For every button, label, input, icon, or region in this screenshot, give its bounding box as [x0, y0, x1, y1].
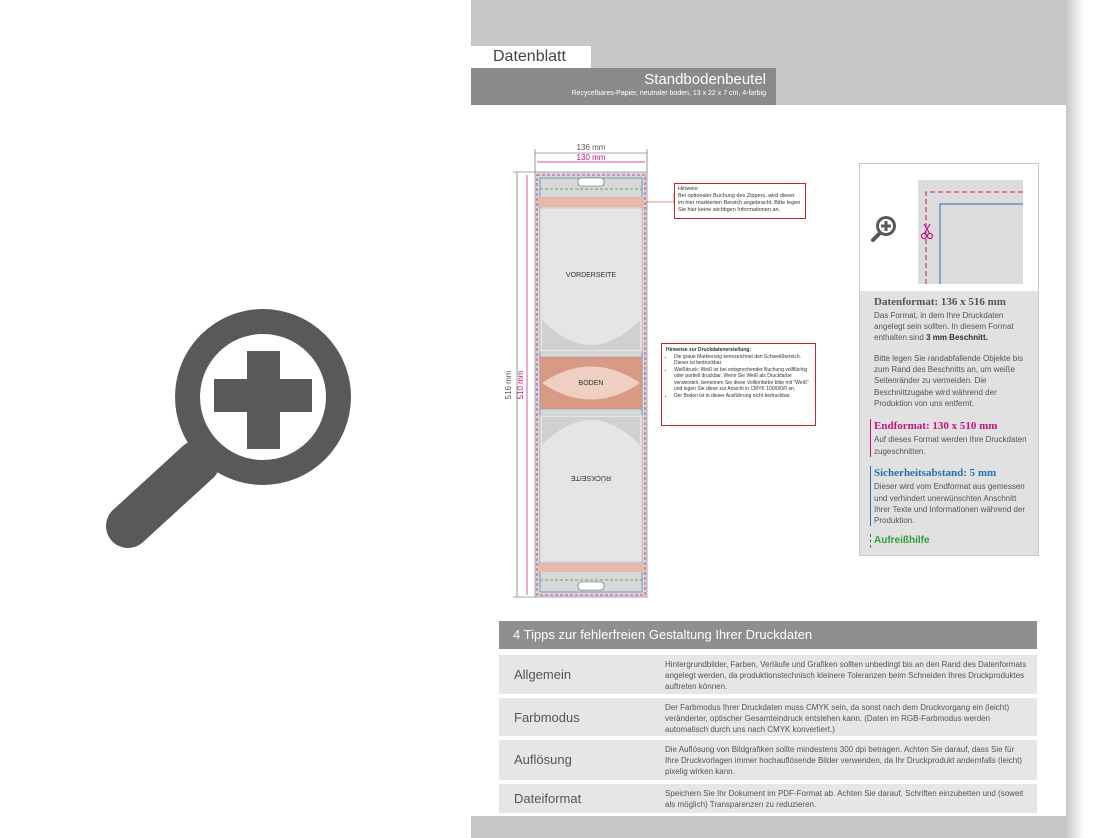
sicherheit-text: Dieser wird vom Endformat aus gemessen und verhindert unerwünschten Anschnitt Ihrer Texte und Informationen während der Produktion. [874, 482, 1026, 525]
sicherheit-block [870, 466, 1034, 526]
format-info-body [860, 291, 1038, 555]
format-info-panel [859, 163, 1039, 556]
height-inner-label: 510 mm [516, 370, 525, 400]
print-data-note-title: Hinweise zur Druckdatenerstellung: [666, 347, 752, 353]
corner-preview [860, 164, 1038, 291]
zipper-note [674, 183, 806, 219]
tip-label: Auflösung [514, 752, 572, 767]
height-outer-label: 516 mm [504, 370, 513, 400]
tip-label: Farbmodus [514, 710, 580, 725]
endformat-title: Endformat: 130 x 510 mm [874, 420, 998, 432]
width-inner-label: 130 mm [576, 153, 606, 162]
back-label: RÜCKSEITE [570, 474, 612, 481]
width-outer-label: 136 mm [576, 143, 606, 152]
tip-row [499, 740, 1037, 780]
tip-label: Dateiformat [514, 791, 582, 806]
zipper-note-text: Bei optionaler Buchung des Zippers, wird dieser im hier markierten Bereich angebracht. Bitte legen Sie hier keine wichtigen Informationen an. [678, 192, 801, 213]
datasheet-tag: Datenblatt [471, 46, 591, 68]
print-data-note-item: • Die graue Markierung kennzeichnet den Schweißbereich. Dieser ist bedruckbar. [674, 354, 811, 367]
datenformat-title: Datenformat: 136 x 516 mm [874, 296, 1006, 308]
front-label: VORDERSEITE [565, 272, 617, 279]
sicherheit-title: Sicherheitsabstand: 5 mm [874, 467, 997, 479]
footer-bar [471, 816, 1066, 838]
datasheet-page [471, 0, 1066, 838]
print-data-note-item: • Der Boden ist in dieser Ausführung nicht bedruckbar. [674, 393, 811, 400]
sheet-shadow [1066, 0, 1084, 838]
beschnitt-text: Bitte legen Sie randabfallende Objekte bis zum Rand des Beschnitts an, um weiße Seitenränder zu vermeiden. Die Beschnittzugabe wird während der Produktion von uns entfernt. [874, 354, 1023, 408]
bottom-label: BODEN [578, 380, 604, 387]
tip-text: Speichern Sie Ihr Dokument im PDF-Format ab. Achten Sie darauf, Schriften einzubetten und (soweit als möglich) Transparenzen zu reduzieren. [665, 789, 1024, 810]
tip-text: Hintergrundbilder, Farben, Verläufe und Grafiken sollten unbedingt bis an den Rand des Datenformats angelegt werden, da produktionstechnisch kleinere Toleranzen beim Schneiden Ihres Druckproduktes auftreten können. [665, 660, 1027, 692]
tip-row [499, 784, 1037, 813]
product-title: Standbodenbeutel [644, 71, 766, 88]
zoom-in-small-icon [873, 216, 896, 240]
zoom-in-icon[interactable] [100, 292, 370, 552]
tip-text: Die Auflösung von Bildgrafiken sollte mindestens 300 dpi betragen. Achten Sie darauf, dass Sie für Ihre Druckvorlagen immer hochauflösende Bilder verwenden, da Ihr Druckprodukt andernfalls (leicht) pixelig wirken kann. [665, 745, 1023, 777]
print-data-note [661, 343, 816, 426]
print-data-note-item: • Weißdruck: Weiß ist bei entsprechender Buchung vollflächig oder partiell druckbar. Wenn Sie Weiß als Druckfarbe verwenden, benennen Sie diese Volltonfarbe bitte mit "Weiß" und legen Sie diese zur Ansicht in CMYK 100/0/0/0 an. [674, 367, 811, 393]
product-subtitle: Recycelbares-Papier, neutraler boden, 13 x 22 x 7 cm, 4-farbig [571, 90, 766, 97]
tip-text: Der Farbmodus Ihrer Druckdaten muss CMYK sein, da sonst nach dem Druckvorgang ein (leicht) veränderter, optischer Gesamteindruck entstehen kann. (Daten im RGB-Farbmodus werden automatisch durch uns nach CMYK konvertiert.) [665, 703, 1010, 735]
endformat-block [870, 419, 1034, 457]
tip-label: Allgemein [514, 667, 572, 682]
endformat-text: Auf dieses Format werden Ihre Druckdaten zugeschnitten. [874, 435, 1027, 456]
datenformat-desc [874, 310, 1034, 344]
tip-row [499, 655, 1037, 694]
aufreiss-title: Aufreißhilfe [870, 534, 1034, 548]
datenformat-text: Das Format, in dem Ihre Druckdaten angelegt sein sollten. In diesem Format enthalten sind [874, 311, 1014, 343]
datenformat-bold: 3 mm Beschnitt. [926, 333, 988, 343]
tips-heading: 4 Tipps zur fehlerfreien Gestaltung Ihrer Druckdaten [499, 621, 1037, 649]
title-box [471, 68, 776, 105]
tip-row [499, 698, 1037, 736]
zipper-note-title: Hinweis: [678, 186, 699, 192]
